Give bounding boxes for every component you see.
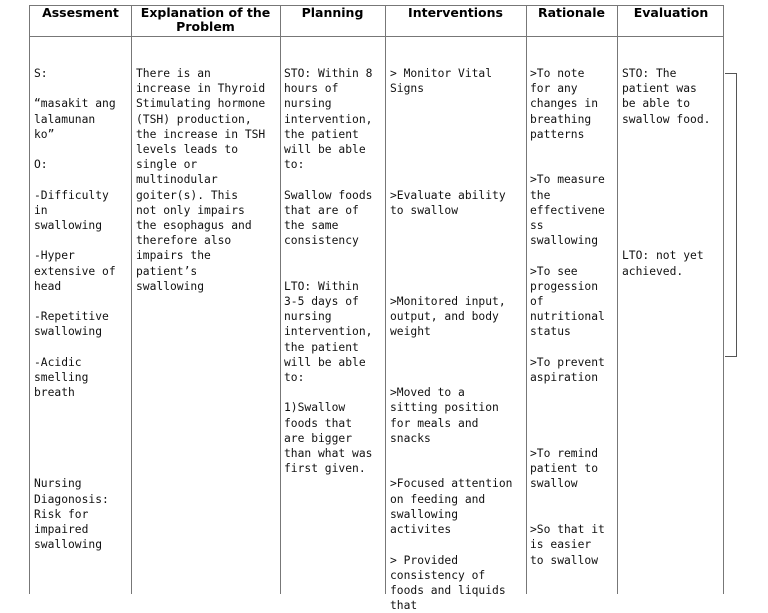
header-evaluation: Evaluation bbox=[633, 5, 709, 20]
assessment-cell: S: “masakit ang lalamunan ko” O: -Difficulty in swallowing -Hyper extensive of head -Repetitive swallowing -Acidic smelling breath Nursing Diagonosis: Risk for impaired swallowing bbox=[34, 67, 116, 552]
explanation-cell: There is an increase in Thyroid Stimulating hormone (TSH) production, the increase in TSH levels leads to single or multinodular goiter(s). This not only impairs the esophagus and therefore also impairs the patient’s swallowing bbox=[136, 67, 266, 293]
column-divider bbox=[617, 6, 618, 594]
header-explanation: Explanation of the Problem bbox=[140, 5, 271, 34]
rationale-cell: >To note for any changes in breathing patterns >To measure the effectivene ss swallowing >To see progession of nutritional status >To prevent aspiration >To remind patient to swallow >So that it is easier to swallow bbox=[530, 67, 605, 567]
column-divider bbox=[526, 6, 527, 594]
header-interventions: Interventions bbox=[408, 5, 503, 20]
side-bracket bbox=[725, 73, 737, 357]
header-planning: Planning bbox=[301, 5, 364, 20]
planning-cell: STO: Within 8 hours of nursing intervention, the patient will be able to: Swallow foods that are of the same consistency LTO: Within 3-5 days of nursing intervention, the patient will be able to: 1)Swallow foods that are bigger than what was first given. bbox=[284, 67, 373, 476]
column-divider bbox=[385, 6, 386, 594]
care-plan-table bbox=[29, 5, 724, 613]
evaluation-cell: STO: The patient was be able to swallow food. LTO: not yet achieved. bbox=[622, 67, 711, 278]
column-divider bbox=[280, 6, 281, 594]
header-rationale: Rationale bbox=[537, 5, 605, 20]
header-assessment: Assesment bbox=[42, 5, 119, 20]
interventions-cell: > Monitor Vital Signs >Evaluate ability to swallow >Monitored input, output, and body weight >Moved to a sitting position for meals and snacks >Focused attention on feeding and swallowing activites > Provided consistency of foods and liquids that bbox=[390, 67, 513, 613]
column-divider bbox=[131, 6, 132, 594]
